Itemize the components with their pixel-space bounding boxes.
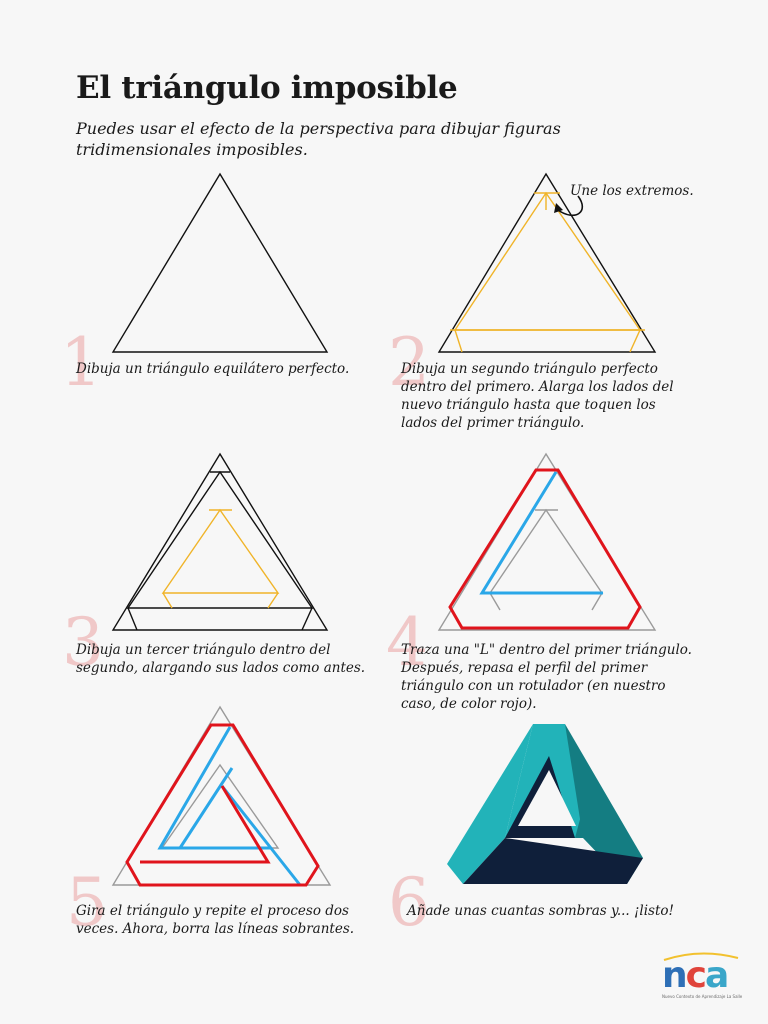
figure-5-triangles — [113, 707, 330, 885]
step-number-3: 3 — [62, 604, 104, 681]
step-text-6: Añade unas cuantas sombras y... ¡listo! — [407, 903, 674, 919]
page-title: El triángulo imposible — [76, 70, 458, 106]
figure-2-triangles — [439, 174, 655, 352]
step-text-5: Gira el triángulo y repite el proceso dos veces. Ahora, borra las líneas sobrantes. — [76, 903, 355, 937]
figure-3-triangles — [113, 454, 327, 630]
step-number-2: 2 — [388, 324, 430, 401]
page-subtitle: Puedes usar el efecto de la perspectiva para dibujar figuras tridimensionales imposibles. — [76, 119, 561, 159]
step-number-4: 4 — [386, 604, 428, 681]
step-number-1: 1 — [60, 324, 102, 401]
nca-logo — [660, 950, 742, 1002]
figure-4-triangles — [439, 454, 655, 630]
logo-letter-a: a — [704, 955, 728, 996]
step-number-5: 5 — [66, 864, 108, 941]
logo-letter-n: n — [662, 955, 686, 996]
figure-1-triangle — [113, 174, 327, 352]
step-text-1: Dibuja un triángulo equilátero perfecto. — [76, 361, 350, 377]
step-text-2: Dibuja un segundo triángulo perfecto dentro del primero. Alarga los lados del nuevo triángulo hasta que toquen los lados del primer triángulo. — [401, 361, 674, 431]
step-text-3: Dibuja un tercer triángulo dentro del segundo, alargando sus lados como antes. — [76, 642, 366, 676]
logo-tagline: Nuevo Contexto de Aprendizaje La Salle — [662, 994, 743, 999]
logo-letter-c: c — [685, 955, 705, 996]
step-number-6: 6 — [388, 864, 430, 941]
annotation-note: Une los extremos. — [570, 183, 694, 199]
figure-6-penrose-triangle — [447, 724, 643, 884]
step-text-4: Traza una "L" dentro del primer triángulo. Después, repasa el perfil del primer triángulo con un rotulador (en nuestro caso, de color rojo). — [401, 642, 692, 712]
